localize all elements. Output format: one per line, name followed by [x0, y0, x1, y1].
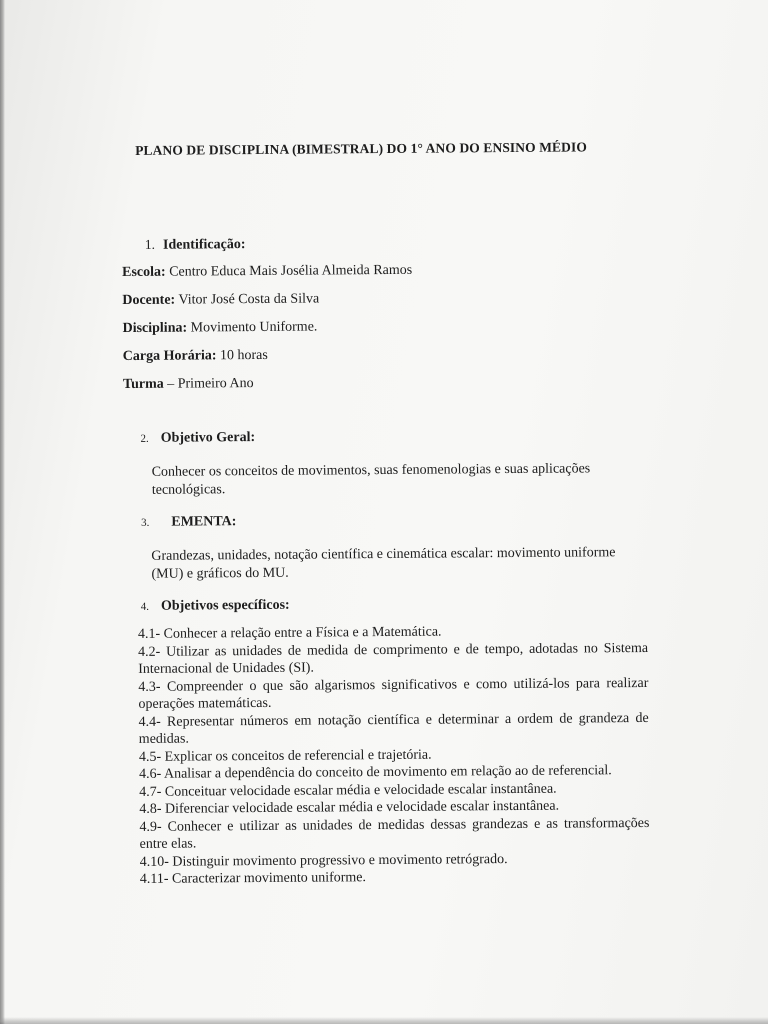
list-item: 4.6- Analisar a dependência do conceito de movimento em relação ao de referencial.	[138, 763, 612, 782]
section-1-number: 1.	[144, 236, 156, 252]
list-item: 4.7- Conceituar velocidade escalar média e velocidade escalar instantânea.	[139, 781, 557, 800]
field-escola	[122, 263, 412, 281]
list-item: 4.5- Explicar os conceitos de referencial e trajetória.	[138, 747, 432, 765]
section-2-number: 2.	[140, 432, 149, 445]
section-4-title: Objetivos específicos:	[160, 597, 290, 614]
list-item: 4.3- Compreender o que são algarismos significativos e como utilizá-los para realizar operações matemáticas.	[138, 675, 649, 712]
section-1-title: Identificação:	[162, 237, 246, 253]
section-4-heading	[141, 598, 290, 615]
section-3-title: EMENTA:	[171, 514, 237, 530]
list-item: 4.10- Distinguir movimento progressivo e movimento retrógrado.	[139, 851, 508, 870]
list-item: 4.8- Diferenciar velocidade escalar média e velocidade escalar instantânea.	[139, 798, 560, 817]
field-docente	[122, 292, 319, 310]
field-carga-horaria	[123, 348, 268, 365]
section-2-title: Objetivo Geral:	[160, 430, 256, 446]
field-carga-horaria-label: Carga Horária:	[122, 348, 217, 365]
section-2-heading	[140, 430, 255, 447]
field-turma-value: – Primeiro Ano	[167, 376, 254, 392]
field-disciplina-value: Movimento Uniforme.	[190, 319, 318, 336]
field-turma	[123, 376, 254, 393]
field-escola-label: Escola:	[122, 264, 166, 281]
objetivos-especificos-list	[138, 622, 650, 888]
document-title: PLANO DE DISCIPLINA (BIMESTRAL) DO 1° ANO DO ENSINO MÉDIO	[135, 139, 587, 158]
field-escola-value: Centro Educa Mais Josélia Almeida Ramos	[169, 262, 413, 280]
objetivo-geral-text: Conhecer os conceitos de movimentos, suas fenomenologias e suas aplicações tecnológicas.	[151, 461, 591, 498]
field-disciplina	[122, 320, 317, 338]
ementa-text: Grandezas, unidades, notação científica e cinemática escalar: movimento uniforme (MU) e gráficos do MU.	[151, 545, 616, 582]
section-3-number: 3.	[141, 516, 150, 529]
list-item: 4.2- Utilizar as unidades de medida de comprimento e de tempo, adotadas no Sistema Internacional de Unidades (SI).	[138, 640, 649, 677]
section-4-number: 4.	[140, 600, 150, 613]
field-docente-label: Docente:	[122, 292, 176, 309]
page-bottom-edge-shadow	[0, 1017, 768, 1024]
field-turma-label: Turma	[122, 376, 164, 393]
list-item: 4.11- Caracterizar movimento uniforme.	[139, 870, 367, 887]
field-carga-horaria-value: 10 horas	[219, 347, 268, 364]
section-1-heading	[145, 236, 246, 254]
section-3-heading	[141, 514, 236, 531]
list-item: 4.4- Representar números em notação científica e determinar a ordem de grandeza de medidas.	[138, 710, 649, 747]
field-docente-value: Vitor José Costa da Silva	[178, 291, 320, 308]
list-item: 4.9- Conhecer e utilizar as unidades de medidas dessas grandezas e as transformações entre elas.	[139, 815, 650, 852]
field-disciplina-label: Disciplina:	[122, 320, 188, 337]
list-item: 4.1- Conhecer a relação entre a Física e a Matemática.	[137, 624, 442, 642]
